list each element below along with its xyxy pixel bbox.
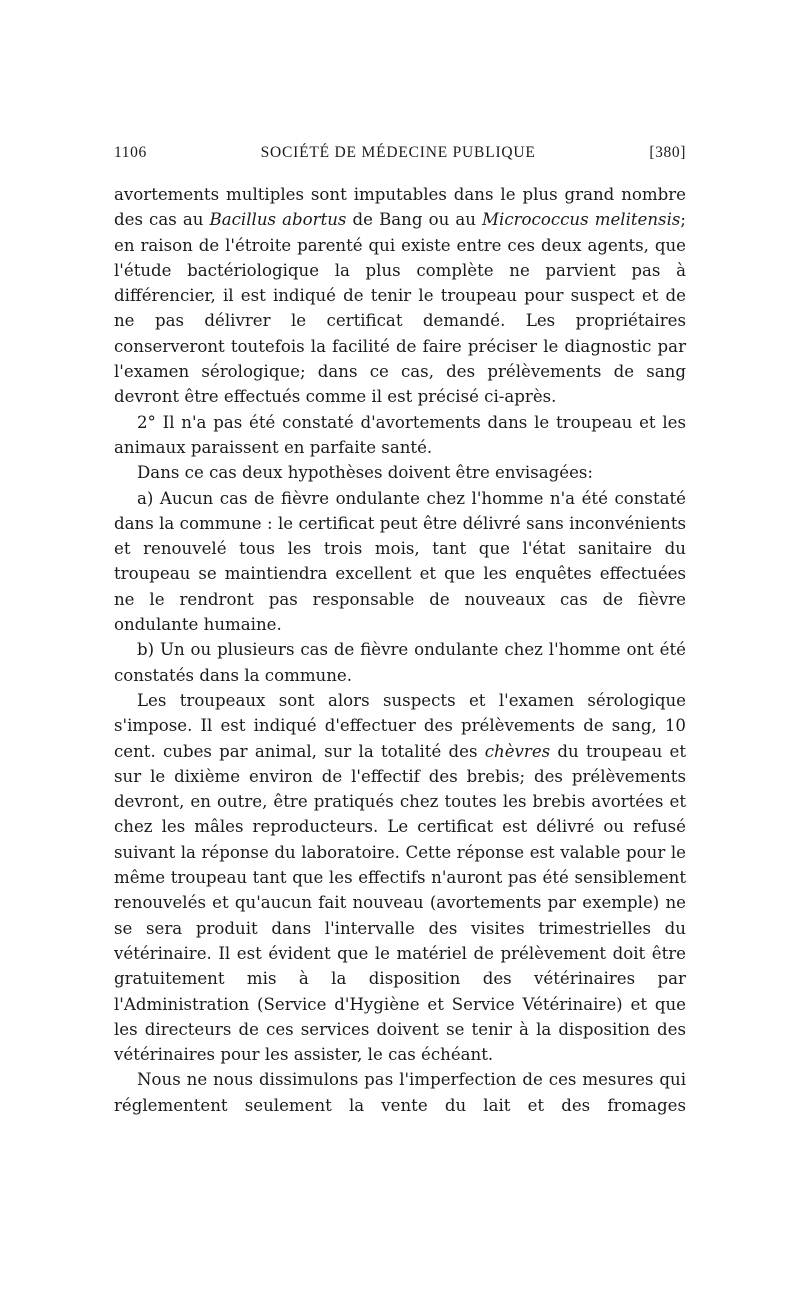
paragraph-5: b) Un ou plusieurs cas de fièvre ondulante chez l'homme ont été constatés dans la commune. xyxy=(114,640,686,685)
italic-term: Bacillus abortus xyxy=(209,210,347,230)
paragraph-1: avortements multiples sont imputables dans le plus grand nombre des cas au Bacillus abortus de Bang ou au Micrococcus melitensis; en raison de l'étroite parenté qui existe entre ces deux agents, que l'étude bactériologique la plus complète ne parvient pas à différencier, il est indiqué de tenir le troupeau pour suspect et de ne pas délivrer le certificat demandé. Les propriétaires conserveront toutefois la facilité de faire préciser le diagnostic par l'examen sérologique; dans ce cas, des prélèvements de sang devront être effectués comme il est précisé ci-après. xyxy=(114,185,686,407)
document-page xyxy=(114,144,686,1118)
bracket-page-number: [380] xyxy=(649,144,686,161)
italic-term: Micrococcus melitensis xyxy=(482,210,681,230)
running-title: SOCIÉTÉ DE MÉDECINE PUBLIQUE xyxy=(260,144,536,161)
paragraph-4: a) Aucun cas de fièvre ondulante chez l'homme n'a été constaté dans la commune : le certificat peut être délivré sans inconvénients et renouvelé tous les trois mois, tant que l'état sanitaire du troupeau se maintiendra excellent et que les enquêtes effectuées ne le rendront pas responsable de nouveaux cas de fièvre ondulante humaine. xyxy=(114,488,686,635)
running-header xyxy=(114,144,686,168)
body-text xyxy=(114,182,686,1118)
paragraph-3: Dans ce cas deux hypothèses doivent être envisagées: xyxy=(137,463,594,483)
paragraph-6: Les troupeaux sont alors suspects et l'examen sérologique s'impose. Il est indiqué d'effectuer des prélèvements de sang, 10 cent. cubes par animal, sur la totalité des chèvres du troupeau et sur le dixième environ de l'effectif des brebis; des prélèvements devront, en outre, être pratiqués chez toutes les brebis avortées et chez les mâles reproducteurs. Le certificat est délivré ou refusé suivant la réponse du laboratoire. Cette réponse est valable pour le même troupeau tant que les effectifs n'auront pas été sensiblement renouvelés et qu'aucun fait nouveau (avortements par exemple) ne se sera produit dans l'intervalle des visites trimestrielles du vétérinaire. Il est évident que le matériel de prélèvement doit être gratuitement mis à la disposition des vétérinaires par l'Administration (Service d'Hygiène et Service Vétérinaire) et que les directeurs de ces services doivent se tenir à la disposition des vétérinaires pour les assister, le cas échéant. xyxy=(114,690,686,1065)
italic-term: chèvres xyxy=(484,741,551,761)
paragraph-2: 2° Il n'a pas été constaté d'avortements dans le troupeau et les animaux paraissent en parfaite santé. xyxy=(114,412,686,457)
paragraph-7: Nous ne nous dissimulons pas l'imperfection de ces mesures qui réglementent seulement la vente du lait et des fromages xyxy=(114,1070,686,1115)
page-number: 1106 xyxy=(114,144,147,161)
